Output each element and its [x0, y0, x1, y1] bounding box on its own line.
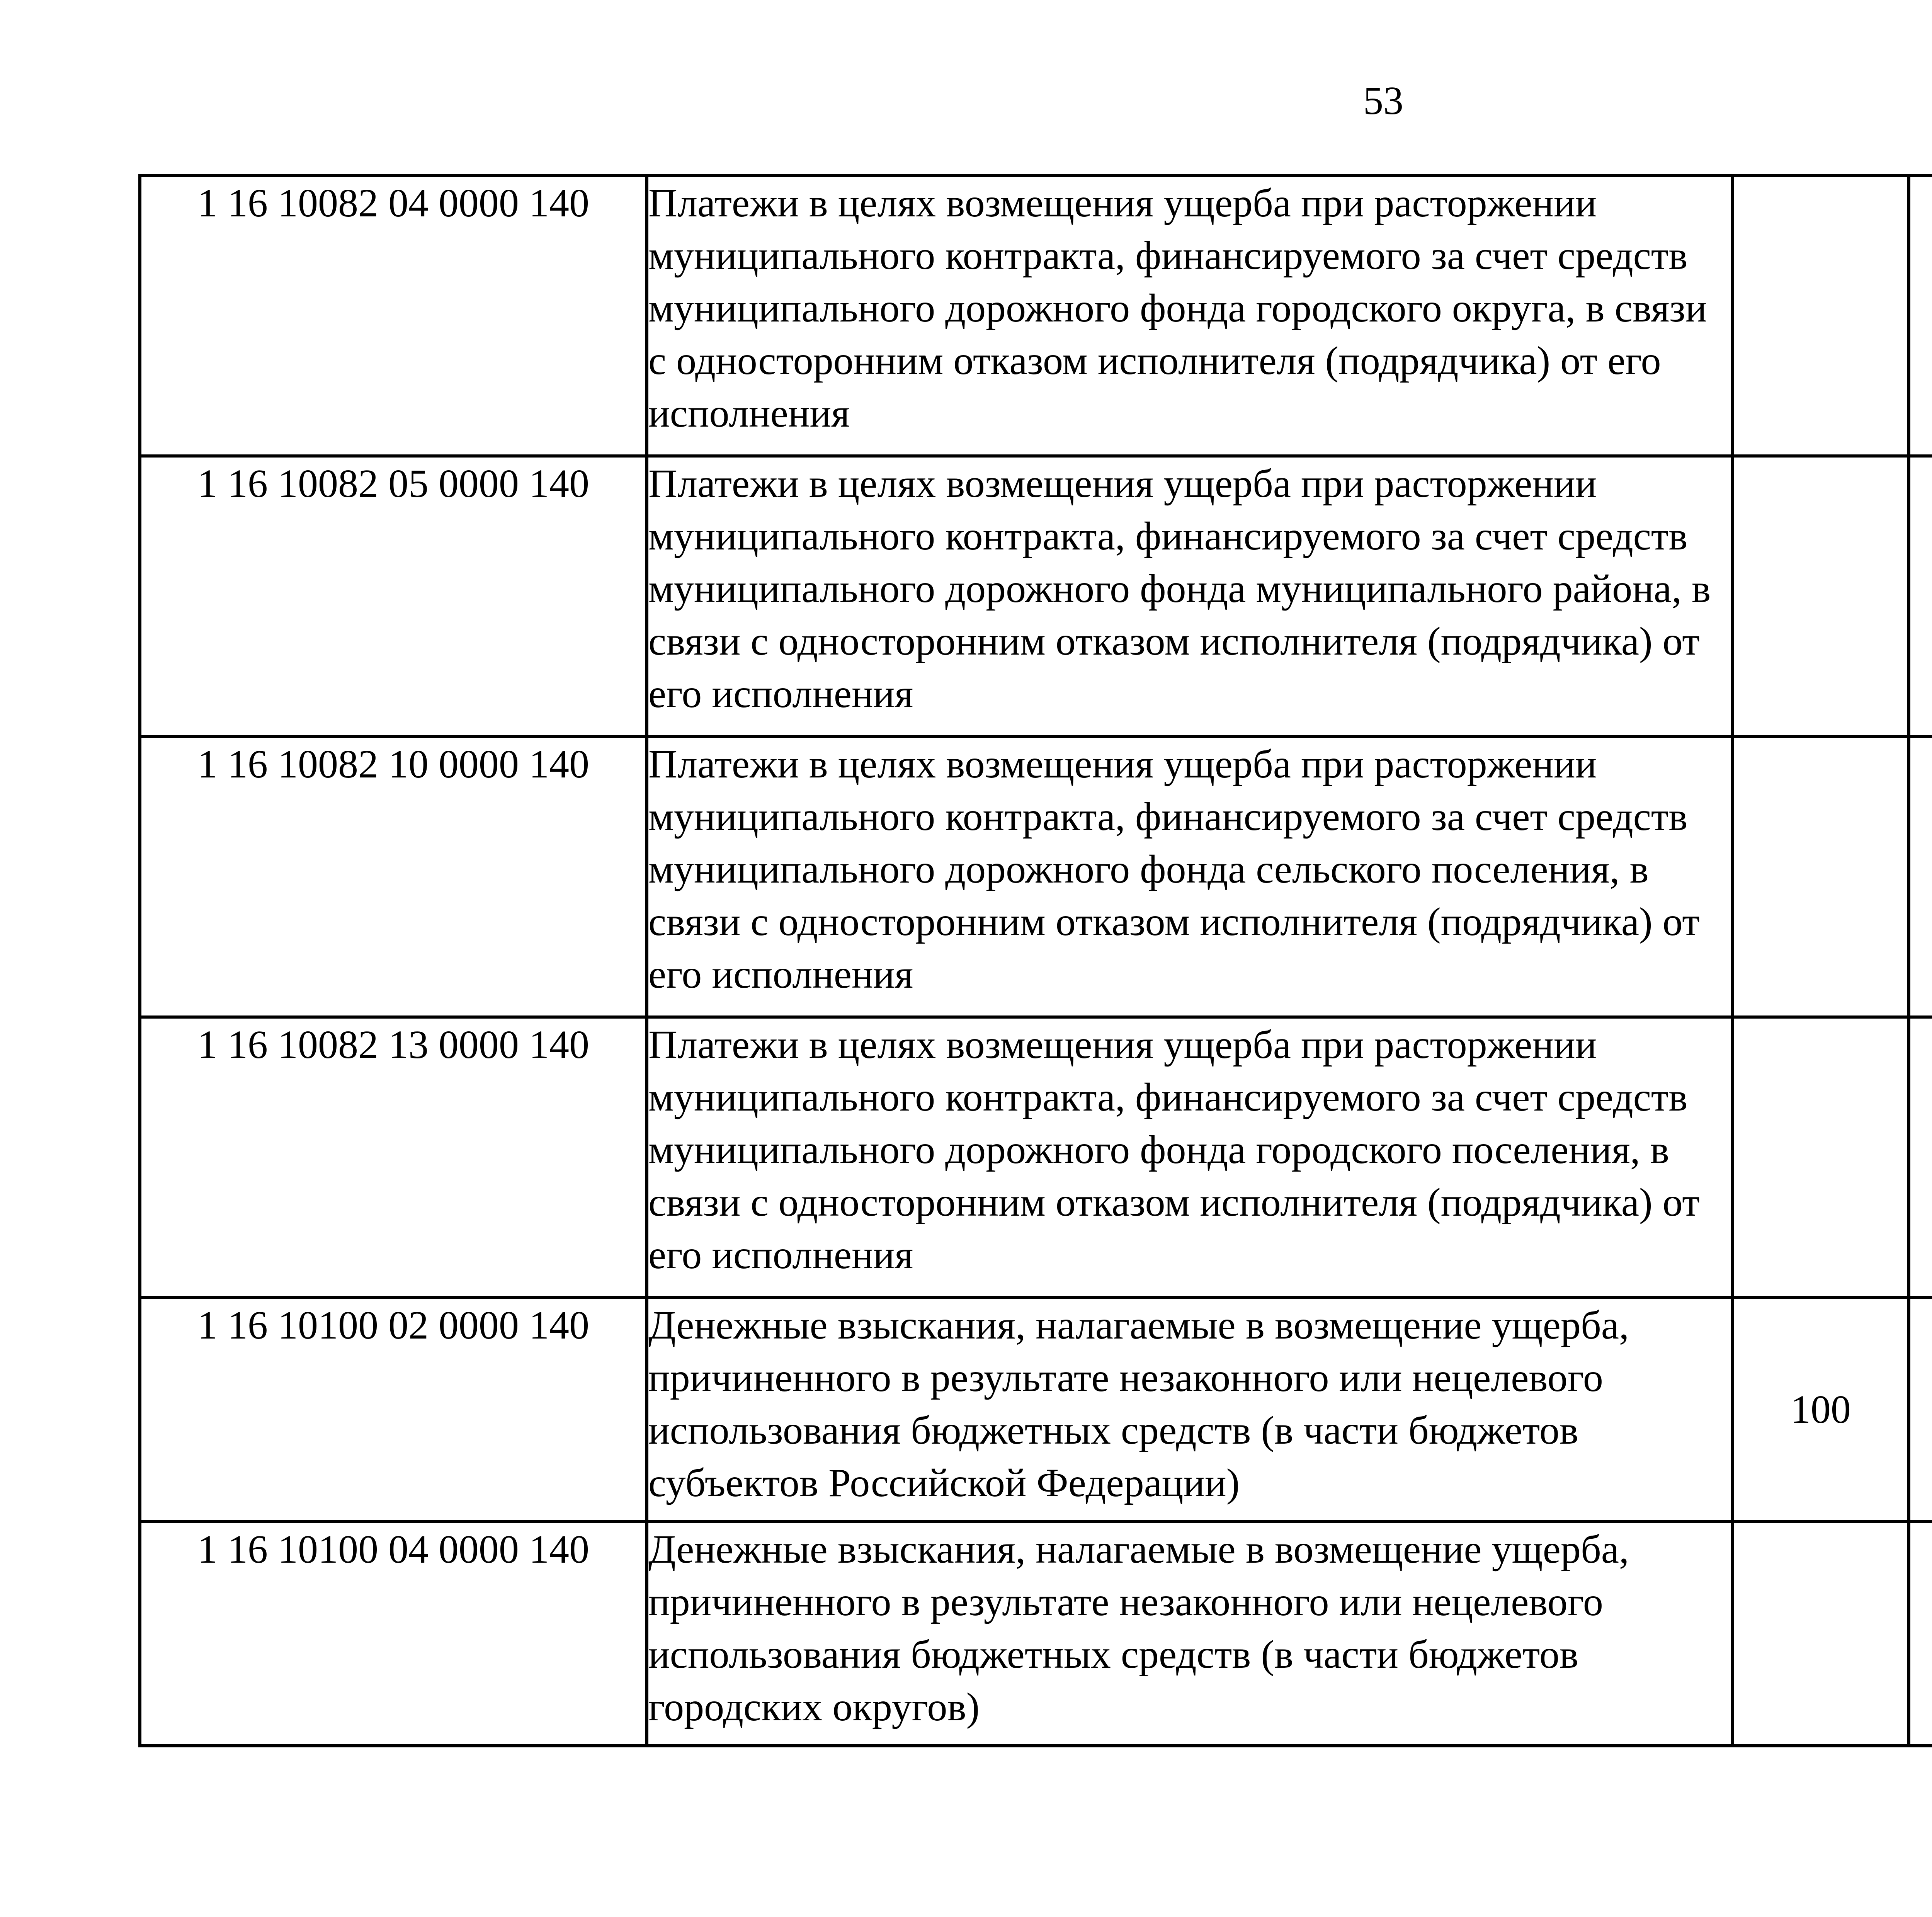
budget-table: [138, 174, 1932, 1747]
revenue-description: Платежи в целях возмещения ущерба при расторжении муниципального контракта, финансируемого за счет средств муниципального дорожного фонда городского поселения, в связи с односторонним отказом исполнителя (подрядчика) от его исполнения: [647, 1017, 1733, 1298]
value-cell-1: [1733, 1017, 1909, 1298]
revenue-description: Платежи в целях возмещения ущерба при расторжении муниципального контракта, финансируемого за счет средств муниципального дорожного фонда сельского поселения, в связи с односторонним отказом исполнителя (подрядчика) от его исполнения: [647, 737, 1733, 1017]
value-cell-2: [1909, 1017, 1932, 1298]
revenue-code: 1 16 10082 04 0000 140: [140, 175, 647, 456]
table-row: [140, 1017, 1932, 1298]
revenue-description: Денежные взыскания, налагаемые в возмещение ущерба, причиненного в результате незаконного или нецелевого использования бюджетных средств (в части бюджетов субъектов Российской Федерации): [647, 1298, 1733, 1522]
table-row: [140, 737, 1932, 1017]
table-row: [140, 1522, 1932, 1746]
value-cell-1: [1733, 175, 1909, 456]
revenue-code: 1 16 10082 10 0000 140: [140, 737, 647, 1017]
value-cell-2: [1909, 737, 1932, 1017]
revenue-code: 1 16 10100 04 0000 140: [140, 1522, 647, 1746]
value-cell-2: [1909, 456, 1932, 737]
value-cell-1: [1733, 1522, 1909, 1746]
value-cell-2: [1909, 1298, 1932, 1522]
revenue-code: 1 16 10082 05 0000 140: [140, 456, 647, 737]
value-cell-2: [1909, 1522, 1932, 1746]
revenue-code: 1 16 10100 02 0000 140: [140, 1298, 647, 1522]
revenue-code: 1 16 10082 13 0000 140: [140, 1017, 647, 1298]
revenue-description: Денежные взыскания, налагаемые в возмещение ущерба, причиненного в результате незаконного или нецелевого использования бюджетных средств (в части бюджетов городских округов): [647, 1522, 1733, 1746]
revenue-description: Платежи в целях возмещения ущерба при расторжении муниципального контракта, финансируемого за счет средств муниципального дорожного фонда городского округа, в связи с односторонним отказом исполнителя (подрядчика) от его исполнения: [647, 175, 1733, 456]
page-number: 53: [1363, 78, 1403, 123]
table-row: [140, 1298, 1932, 1522]
table-row: [140, 456, 1932, 737]
value-cell-1: [1733, 737, 1909, 1017]
revenue-description: Платежи в целях возмещения ущерба при расторжении муниципального контракта, финансируемого за счет средств муниципального дорожного фонда муниципального района, в связи с односторонним отказом исполнителя (подрядчика) от его исполнения: [647, 456, 1733, 737]
table-row: [140, 175, 1932, 456]
value-cell-1: 100: [1733, 1298, 1909, 1522]
value-cell-2: [1909, 175, 1932, 456]
value-cell-1: [1733, 456, 1909, 737]
